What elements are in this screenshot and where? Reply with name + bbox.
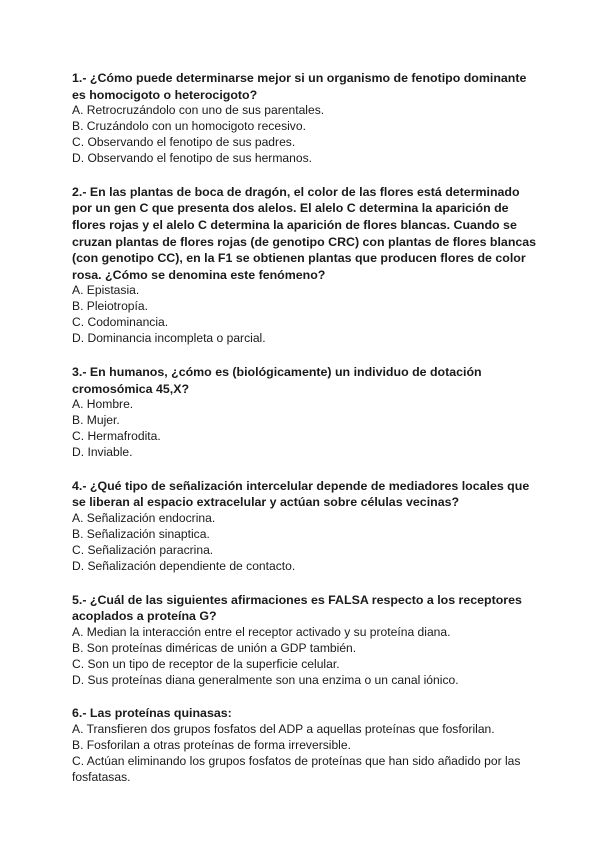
question-3 <box>72 364 542 461</box>
question-6 <box>72 705 542 785</box>
answer-option-c: C. Señalización paracrina. <box>72 542 214 557</box>
answer-options <box>72 397 542 461</box>
question-text: 3.- En humanos, ¿cómo es (biológicamente) un individuo de dotación cromosómica 45,X? <box>72 365 482 396</box>
answer-options <box>72 722 542 786</box>
answer-option-b: B. Cruzándolo con un homocigoto recesivo. <box>72 119 306 134</box>
answer-option-d: D. Señalización dependiente de contacto. <box>72 558 296 573</box>
question-4 <box>72 478 542 575</box>
answer-option-b: B. Son proteínas diméricas de unión a GDP también. <box>72 640 357 655</box>
answer-option-c: C. Codominancia. <box>72 315 169 330</box>
question-text: 5.- ¿Cuál de las siguientes afirmaciones es FALSA respecto a los receptores acoplados a proteína G? <box>72 592 522 624</box>
answer-option-a: A. Señalización endocrina. <box>72 511 216 525</box>
answer-option-d: D. Dominancia incompleta o parcial. <box>72 331 266 346</box>
answer-option-a: A. Epistasia. <box>72 283 140 298</box>
answer-option-a: A. Median la interacción entre el receptor activado y su proteína diana. <box>72 624 451 639</box>
question-text: 6.- Las proteínas quinasas: <box>72 706 232 721</box>
question-text: 1.- ¿Cómo puede determinarse mejor si un organismo de fenotipo dominante es homocigoto o heterocigoto? <box>72 71 527 102</box>
answer-option-c: C. Actúan eliminando los grupos fosfatos de proteínas que han sido añadido por las fosfatasas. <box>72 753 521 784</box>
answer-option-d: D. Observando el fenotipo de sus hermanos. <box>72 150 312 165</box>
answer-option-a: A. Retrocruzándolo con uno de sus parentales. <box>72 103 325 118</box>
answer-options <box>72 511 542 575</box>
quiz-document <box>72 70 542 803</box>
answer-option-a: A. Transfieren dos grupos fosfatos del ADP a aquellas proteínas que fosforilan. <box>72 722 495 737</box>
answer-option-b: B. Mujer. <box>72 413 120 428</box>
answer-option-c: C. Hermafrodita. <box>72 429 161 443</box>
answer-option-c: C. Observando el fenotipo de sus padres. <box>72 135 296 149</box>
answer-option-c: C. Son un tipo de receptor de la superficie celular. <box>72 656 340 671</box>
question-text: 2.- En las plantas de boca de dragón, el color de las flores está determinado por un gen C que presenta dos alelos. El alelo C determina la aparición de flores rojas y el alelo C determina la aparición de flores blancas. Cuando se cruzan plantas de flores rojas (de genotipo CRC) con plantas de flores blancas (con genotipo CC), en la F1 se obtienen plantas que producen flores de color rosa. ¿Cómo se denomina este fenómeno? <box>72 184 537 282</box>
answer-option-d: D. Inviable. <box>72 444 133 459</box>
answer-options <box>72 283 542 347</box>
answer-option-b: B. Señalización sinaptica. <box>72 526 210 541</box>
answer-options <box>72 625 542 689</box>
question-1 <box>72 70 542 167</box>
question-text: 4.- ¿Qué tipo de señalización intercelular depende de mediadores locales que se liberan al espacio extracelular y actúan sobre células vecinas? <box>72 478 530 510</box>
answer-option-d: D. Sus proteínas diana generalmente son una enzima o un canal iónico. <box>72 672 459 687</box>
answer-option-b: B. Pleiotropía. <box>72 299 148 314</box>
answer-options <box>72 103 542 167</box>
answer-option-b: B. Fosforilan a otras proteínas de forma irreversible. <box>72 737 351 752</box>
answer-option-a: A. Hombre. <box>72 397 134 412</box>
question-2 <box>72 184 542 347</box>
question-5 <box>72 592 542 689</box>
